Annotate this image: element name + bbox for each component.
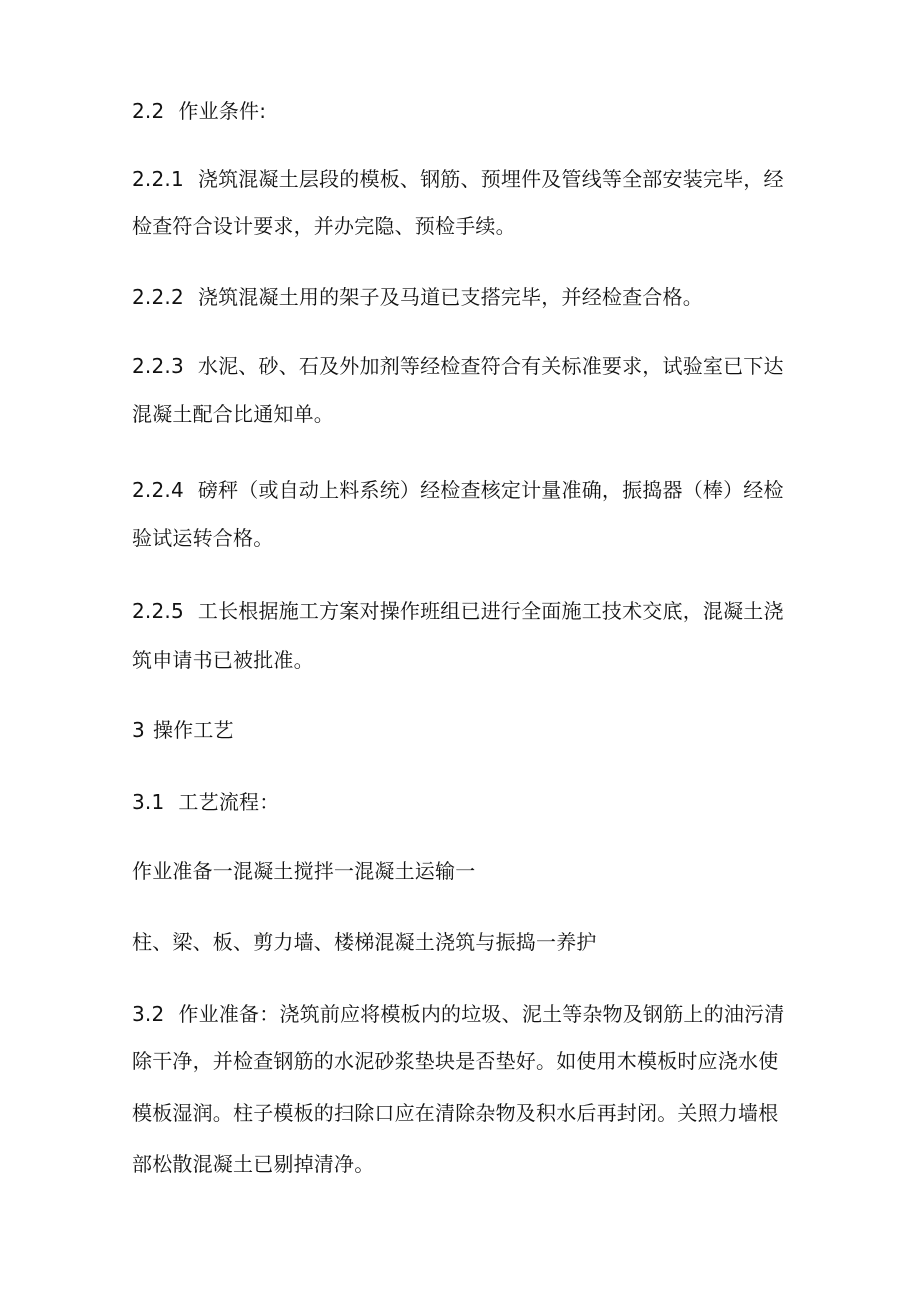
section-title: 操作工艺 [152,718,234,742]
paragraph-2-2-1-line-1 [132,165,784,193]
section-heading-2-2 [132,97,266,125]
clause-number: 3.2 [132,1002,165,1026]
clause-text: 工长根据施工方案对操作班组已进行全面施工技术交底，混凝土浇 [197,599,784,623]
process-flow-line-2: 柱、梁、板、剪力墙、楼梯混凝土浇筑与振捣一养护 [132,930,597,954]
paragraph-2-2-5-line-1 [132,597,784,625]
paragraph-3-2-line-4: 部松散混凝土已剔掉清净。 [132,1152,375,1176]
paragraph-2-2-3-line-1 [132,352,784,380]
section-number: 2.2 [132,99,165,123]
clause-number: 2.2.4 [132,478,184,502]
paragraph-2-2-1-line-2: 检查符合设计要求，并办完隐、预检手续。 [132,214,516,238]
paragraph-2-2-4-line-2: 验试运转合格。 [132,526,274,550]
paragraph-2-2-4-line-1 [132,476,784,504]
paragraph-3-2-line-2: 除干净，并检查钢筋的水泥砂浆垫块是否垫好。如使用木模板时应浇水使 [132,1049,779,1073]
clause-text: 作业准备：浇筑前应将模板内的垃圾、泥土等杂物及钢筋上的油污清 [178,1002,785,1026]
paragraph-2-2-2 [132,283,703,311]
clause-text: 浇筑混凝土用的架子及马道已支搭完毕，并经检查合格。 [197,285,703,309]
paragraph-2-2-3-line-2: 混凝土配合比通知单。 [132,402,334,426]
section-number: 3.1 [132,790,165,814]
section-heading-3 [132,716,234,744]
section-title: 工艺流程： [178,790,280,814]
clause-text: 水泥、砂、石及外加剂等经检查符合有关标准要求，试验室已下达 [197,354,784,378]
section-heading-3-1 [132,788,279,816]
paragraph-3-2-line-1 [132,1000,784,1028]
clause-number: 2.2.1 [132,167,184,191]
paragraph-2-2-5-line-2: 筑申请书已被批准。 [132,648,314,672]
clause-text: 浇筑混凝土层段的模板、钢筋、预埋件及管线等全部安装完毕，经 [197,167,784,191]
clause-text: 磅秤（或自动上料系统）经检查核定计量准确，振捣器（棒）经检 [197,478,784,502]
clause-number: 2.2.2 [132,285,184,309]
clause-number: 2.2.5 [132,599,184,623]
section-number: 3 [132,718,145,742]
section-title: 作业条件: [178,99,267,123]
paragraph-3-2-line-3: 模板湿润。柱子模板的扫除口应在清除杂物及积水后再封闭。关照力墙根 [132,1101,779,1125]
process-flow-line-1: 作业准备一混凝土搅拌一混凝土运输一 [132,859,476,883]
clause-number: 2.2.3 [132,354,184,378]
